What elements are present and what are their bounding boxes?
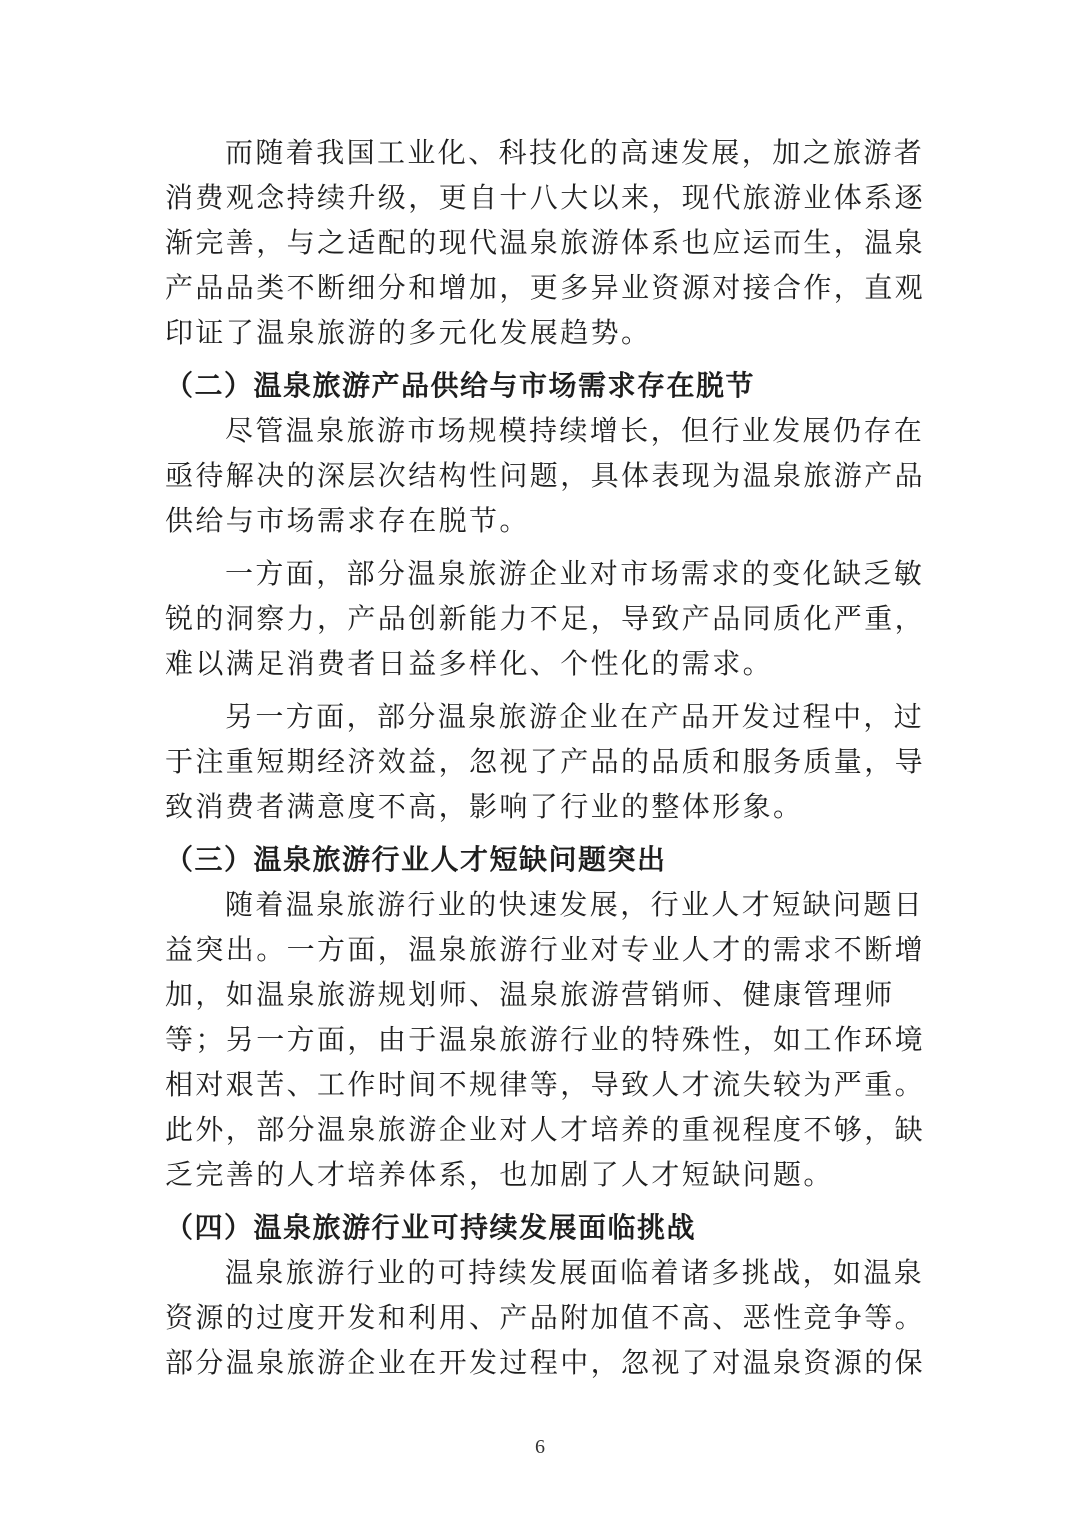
text-line: 致消费者满意度不高，影响了行业的整体形象。 [165, 790, 804, 823]
text-line: 渐完善，与之适配的现代温泉旅游体系也应运而生，温泉 [165, 226, 926, 259]
text-line: 锐的洞察力，产品创新能力不足，导致产品同质化严重， [165, 602, 926, 635]
paragraph [165, 551, 926, 686]
text-line: 于注重短期经济效益，忽视了产品的品质和服务质量，导 [165, 745, 926, 778]
section-heading: （三）温泉旅游行业人才短缺问题突出 [165, 843, 667, 876]
text-line: 温泉旅游行业的可持续发展面临着诸多挑战，如温泉 [225, 1256, 925, 1289]
text-line: 一方面，部分温泉旅游企业对市场需求的变化缺乏敏 [225, 557, 925, 590]
section-heading: （四）温泉旅游行业可持续发展面临挑战 [165, 1211, 697, 1244]
paragraph [165, 694, 926, 829]
paragraph [165, 882, 926, 1197]
text-line: 产品品类不断细分和增加，更多异业资源对接合作，直观 [165, 271, 926, 304]
page-body [165, 130, 926, 1385]
text-line: 部分温泉旅游企业在开发过程中，忽视了对温泉资源的保 [165, 1346, 926, 1379]
text-line: 另一方面，部分温泉旅游企业在产品开发过程中，过 [225, 700, 925, 733]
text-line: 此外，部分温泉旅游企业对人才培养的重视程度不够，缺 [165, 1113, 926, 1146]
text-line: 加，如温泉旅游规划师、温泉旅游营销师、健康管理师 [165, 978, 895, 1011]
text-line: 相对艰苦、工作时间不规律等，导致人才流失较为严重。 [165, 1068, 926, 1101]
text-line: 资源的过度开发和利用、产品附加值不高、恶性竞争等。 [165, 1301, 926, 1334]
text-line: 乏完善的人才培养体系，也加剧了人才短缺问题。 [165, 1158, 834, 1191]
text-line: 等；另一方面，由于温泉旅游行业的特殊性，如工作环境 [165, 1023, 926, 1056]
text-line: 消费观念持续升级，更自十八大以来，现代旅游业体系逐 [165, 181, 926, 214]
text-line: 随着温泉旅游行业的快速发展，行业人才短缺问题日 [225, 888, 925, 921]
text-line: 亟待解决的深层次结构性问题，具体表现为温泉旅游产品 [165, 459, 926, 492]
text-line: 益突出。一方面，温泉旅游行业对专业人才的需求不断增 [165, 933, 926, 966]
text-line: 尽管温泉旅游市场规模持续增长，但行业发展仍存在 [225, 414, 925, 447]
paragraph [165, 130, 926, 355]
text-line: 而随着我国工业化、科技化的高速发展，加之旅游者 [225, 136, 925, 169]
text-line: 印证了温泉旅游的多元化发展趋势。 [165, 316, 652, 349]
text-line: 难以满足消费者日益多样化、个性化的需求。 [165, 647, 774, 680]
page-number: 6 [535, 1436, 545, 1458]
paragraph [165, 408, 926, 543]
section-heading: （二）温泉旅游产品供给与市场需求存在脱节 [165, 369, 756, 402]
text-line: 供给与市场需求存在脱节。 [165, 504, 530, 537]
paragraph [165, 1250, 926, 1385]
